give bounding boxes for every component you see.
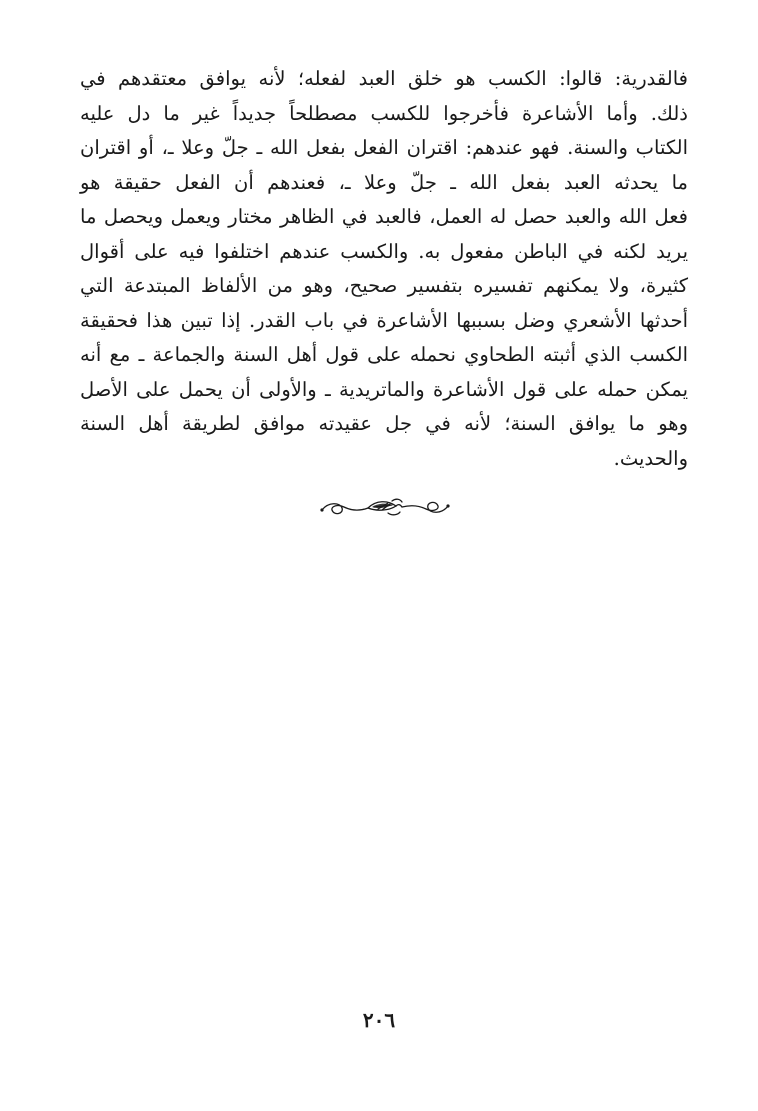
- text-line: ما يحدثه العبد بفعل الله ـ جلّ وعلا ـ، فعندهم أن الفعل حقيقة هو: [80, 170, 688, 194]
- text-line: أحدثها الأشعري وضل بسببها الأشاعرة في باب القدر. إذا تبين هذا فحقيقة: [80, 308, 688, 332]
- text-line: الكتاب والسنة. فهو عندهم: اقتران الفعل بفعل الله ـ جلّ وعلا ـ، أو اقتران: [80, 136, 688, 159]
- text-line: وهو ما يوافق السنة؛ لأنه في جل عقيدته موافق لطريقة أهل السنة: [80, 412, 688, 435]
- text-line: يمكن حمله على قول الأشاعرة والماتريدية ـ والأولى أن يحمل على الأصل: [80, 377, 688, 401]
- page-number: ٢٠٦: [362, 1008, 396, 1032]
- text-line: يريد لكنه في الباطن مفعول به. والكسب عندهم اختلفوا فيه على أقوال: [80, 239, 688, 263]
- divider-ornament-icon: [318, 492, 452, 522]
- text-line: كثيرة، ولا يمكنهم تفسيره بتفسير صحيح، وهو من الألفاظ المبتدعة التي: [80, 274, 688, 297]
- text-line: ذلك. وأما الأشاعرة فأخرجوا للكسب مصطلحاً جديداً غير ما دل عليه: [80, 101, 688, 125]
- text-line: فالقدرية: قالوا: الكسب هو خلق العبد لفعله؛ لأنه يوافق معتقدهم في: [80, 67, 688, 90]
- text-line: الكسب الذي أثبته الطحاوي نحمله على قول أهل السنة والجماعة ـ مع أنه: [80, 343, 688, 366]
- text-line: فعل الله والعبد حصل له العمل، فالعبد في الظاهر مختار ويعمل ويحصل ما: [80, 205, 688, 228]
- paragraph: [80, 62, 688, 476]
- text-line-last: والحديث.: [613, 446, 688, 470]
